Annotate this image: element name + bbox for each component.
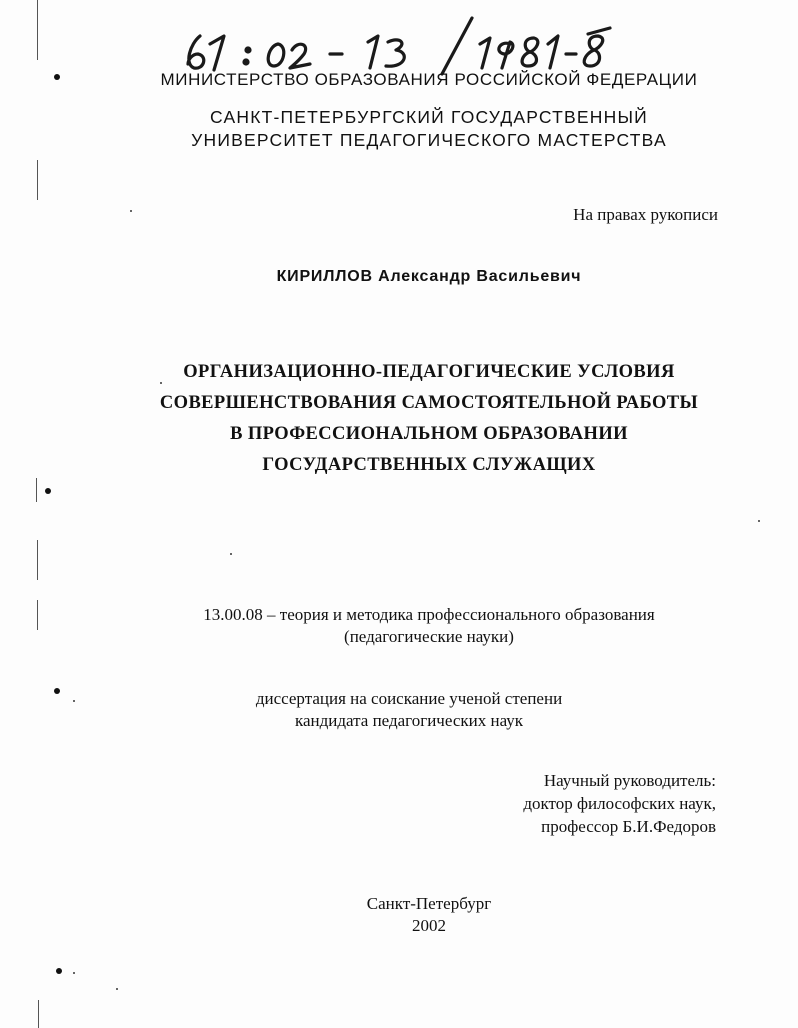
- author-name: КИРИЛЛОВ Александр Васильевич: [276, 268, 582, 285]
- university-line-1: САНКТ-ПЕТЕРБУРГСКИЙ ГОСУДАРСТВЕННЫЙ: [210, 107, 648, 127]
- handwritten-code-drawing: [180, 14, 620, 78]
- scan-edge-line: [36, 478, 37, 502]
- scan-speck: [130, 210, 132, 212]
- scan-edge-line: [37, 160, 38, 200]
- specialty-line-2: (педагогические науки): [344, 627, 514, 646]
- place-and-year: [30, 893, 798, 937]
- dissertation-title: [30, 357, 798, 481]
- scan-speck: [73, 972, 75, 974]
- degree-statement: [10, 688, 798, 732]
- title-line-2: СОВЕРШЕНСТВОВАНИЯ САМОСТОЯТЕЛЬНОЙ РАБОТЫ: [159, 393, 699, 413]
- scan-edge-line: [37, 540, 38, 580]
- title-line-4: ГОСУДАРСТВЕННЫХ СЛУЖАЩИХ: [262, 455, 596, 475]
- title-line-1: ОРГАНИЗАЦИОННО-ПЕДАГОГИЧЕСКИЕ УСЛОВИЯ: [183, 362, 675, 382]
- specialty-line-1: 13.00.08 – теория и методика профессионального образования: [203, 605, 655, 624]
- advisor-label: Научный руководитель:: [543, 771, 716, 790]
- handwritten-archive-code: [180, 14, 620, 78]
- title-line-3: В ПРОФЕССИОНАЛЬНОМ ОБРАЗОВАНИИ: [230, 424, 628, 444]
- manuscript-rights-note: На правах рукописи: [573, 205, 718, 224]
- university-name: [30, 106, 798, 152]
- advisor-name: профессор Б.И.Федоров: [541, 817, 716, 836]
- scan-edge-line: [38, 1000, 39, 1028]
- scan-edge-line: [37, 0, 38, 60]
- ministry-name: МИНИСТЕРСТВО ОБРАЗОВАНИЯ РОССИЙСКОЙ ФЕДЕРАЦИИ: [160, 70, 698, 89]
- scan-speck: [230, 553, 232, 555]
- scan-speck: [116, 988, 118, 990]
- year: 2002: [412, 916, 446, 935]
- degree-line-1: диссертация на соискание ученой степени: [255, 689, 563, 708]
- scan-speck: [758, 520, 760, 522]
- scan-dot: [45, 488, 51, 494]
- scientific-advisor: [523, 769, 716, 838]
- specialty-code: [30, 604, 798, 648]
- university-line-2: УНИВЕРСИТЕТ ПЕДАГОГИЧЕСКОГО МАСТЕРСТВА: [191, 130, 667, 150]
- scan-dot: [56, 968, 62, 974]
- advisor-degree: доктор философских наук,: [523, 794, 716, 813]
- degree-line-2: кандидата педагогических наук: [294, 711, 524, 730]
- city: Санкт-Петербург: [366, 894, 492, 913]
